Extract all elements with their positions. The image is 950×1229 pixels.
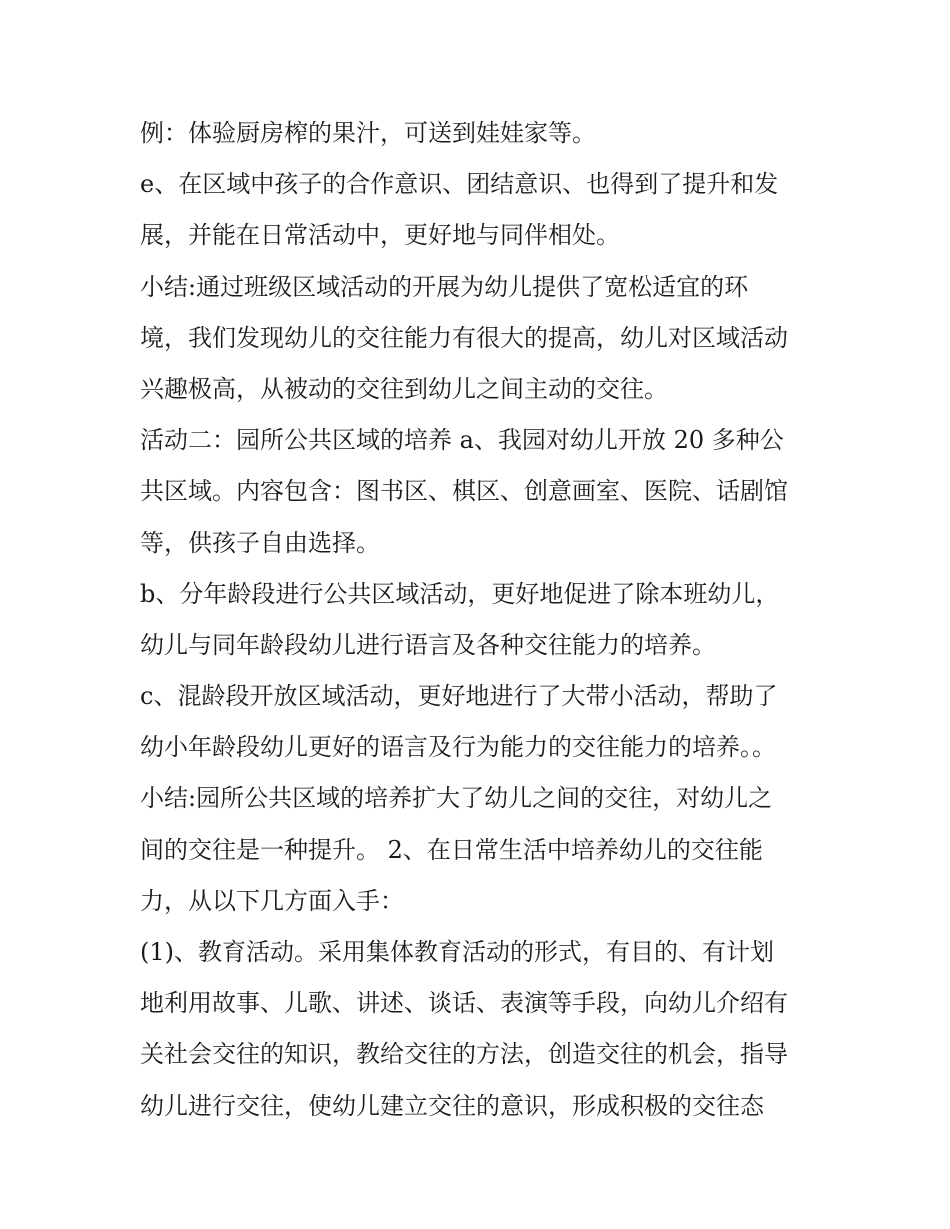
text-line: c、混龄段开放区域活动，更好地进行了大带小活动，帮助了	[140, 682, 778, 711]
text-line: 兴趣极高，从被动的交往到幼儿之间主动的交往。	[140, 374, 668, 403]
text-line: (1)、教育活动。采用集体教育活动的形式，有目的、有计划	[140, 938, 774, 966]
text-line: 地利用故事、儿歌、讲述、谈话、表演等手段，向幼儿介绍有	[140, 989, 788, 1018]
text-line: 例：体验厨房榨的果汁，可送到娃娃家等。	[140, 119, 596, 147]
text-line: 幼儿进行交往，使幼儿建立交往的意识，形成积极的交往态	[140, 1091, 764, 1120]
text-line: 等，供孩子自由选择。	[140, 528, 380, 557]
text-line: 幼小年龄段幼儿更好的语言及行为能力的交往能力的培养。。	[140, 733, 776, 762]
text-line: 幼儿与同年龄段幼儿进行语言及各种交往能力的培养。	[140, 630, 716, 659]
document-body	[140, 108, 820, 1132]
text-line: 关社会交往的知识，教给交往的方法，创造交往的机会，指导	[140, 1040, 788, 1069]
text-line: 共区域。内容包含：图书区、棋区、创意画室、医院、话剧馆	[140, 477, 788, 506]
text-line: 间的交往是一种提升。 2、在日常生活中培养幼儿的交往能	[140, 835, 763, 864]
text-line: 展，并能在日常活动中，更好地与同伴相处。	[140, 221, 620, 250]
text-line: 活动二：园所公共区域的培养 a、我园对幼儿开放 20 多种公	[140, 426, 784, 455]
text-line: 力，从以下几方面入手：	[140, 886, 404, 915]
text-line: 小结:园所公共区域的培养扩大了幼儿之间的交往，对幼儿之	[140, 784, 773, 813]
text-line: 境，我们发现幼儿的交往能力有很大的提高，幼儿对区域活动	[140, 323, 788, 352]
text-line: e、在区域中孩子的合作意识、团结意识、也得到了提升和发	[140, 170, 779, 199]
text-line: b、分年龄段进行公共区域活动，更好地促进了除本班幼儿，	[140, 579, 780, 608]
text-line: 小结:通过班级区域活动的开展为幼儿提供了宽松适宜的环	[140, 272, 749, 301]
